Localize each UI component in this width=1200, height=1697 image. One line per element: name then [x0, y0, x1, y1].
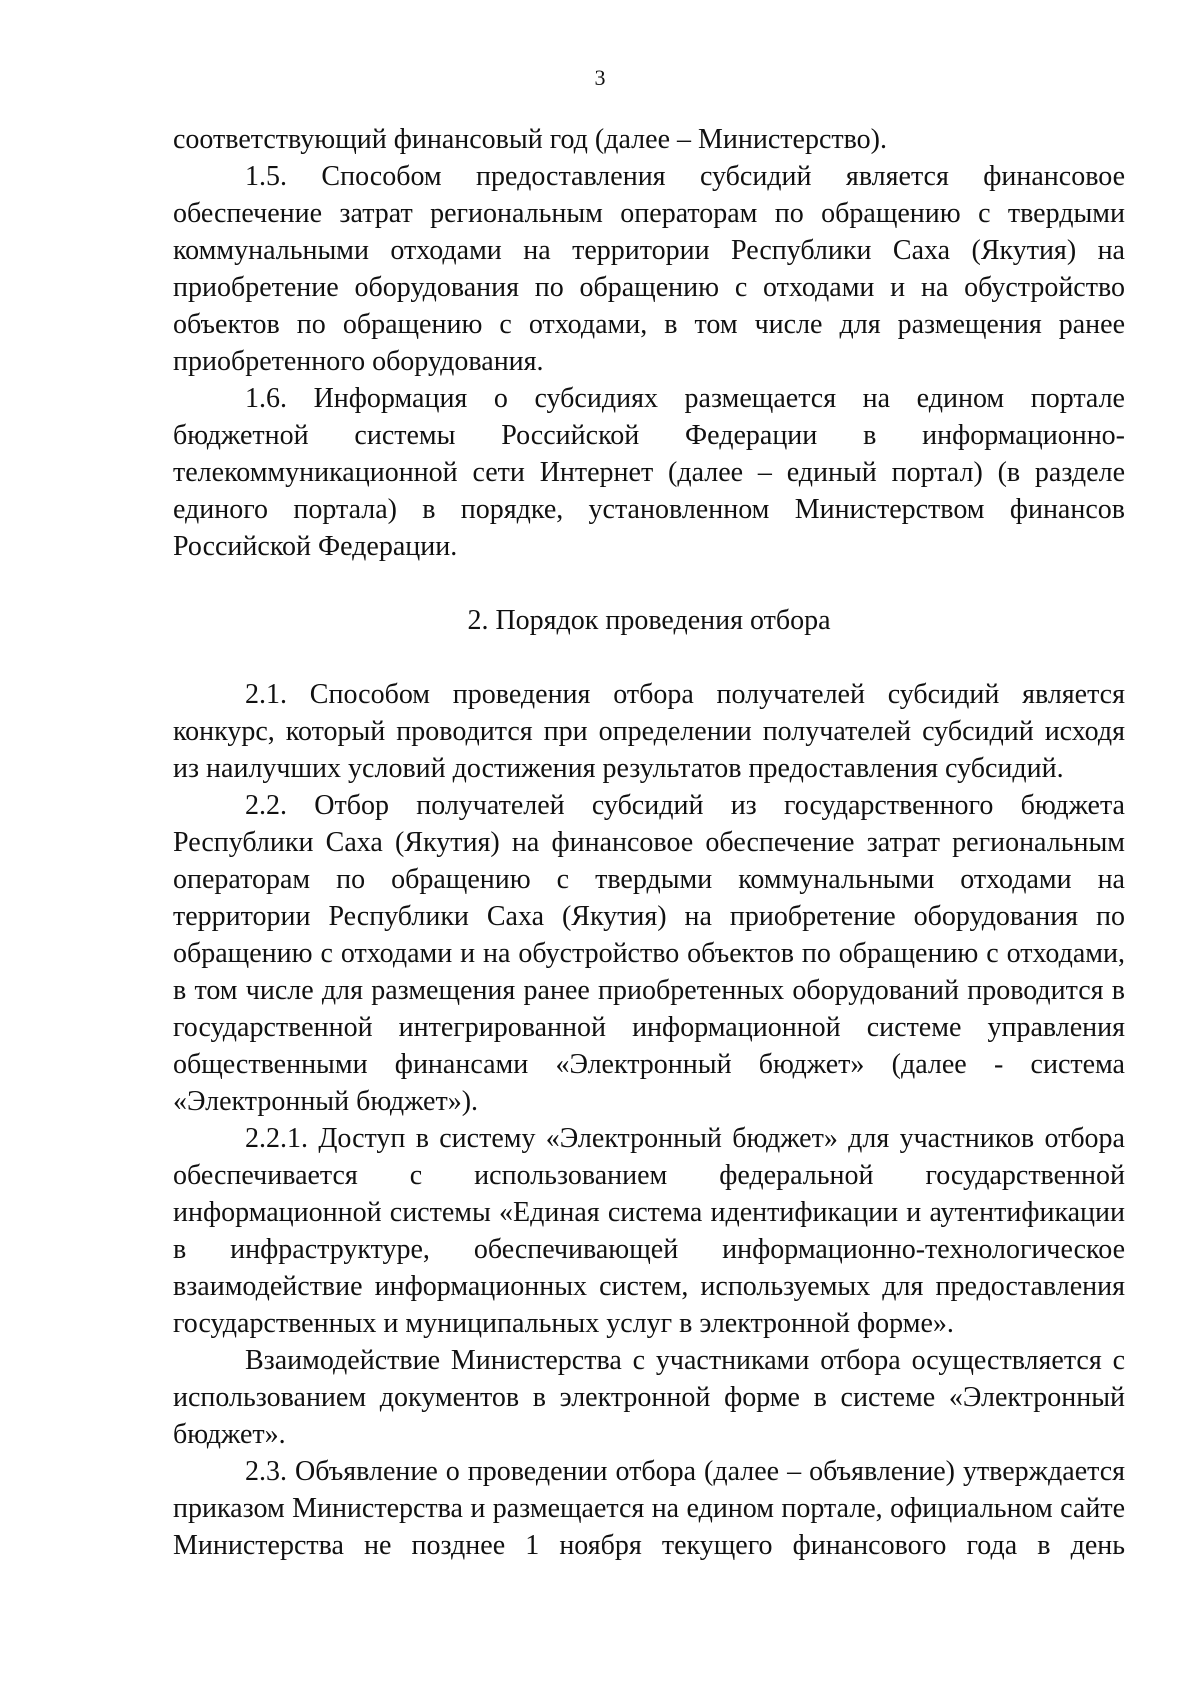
paragraph-continuation: соответствующий финансовый год (далее – Министерство). [173, 124, 887, 155]
paragraph-1-5: 1.5. Способом предоставления субсидий является финансовое обеспечение затрат региональным операторам по обращению с твердыми коммунальными отходами на территории Республики Саха (Якутия) на приобретение оборудования по обращению с отходами и на обустройство объектов по обращению с отходами, в том числе для размещения ранее приобретенного оборудования. [173, 161, 1125, 377]
paragraph-interaction: Взаимодействие Министерства с участниками отбора осуществляется с использованием документов в электронной форме в системе «Электронный бюджет». [173, 1345, 1125, 1450]
page-number: 3 [594, 65, 606, 90]
paragraph-2-2: 2.2. Отбор получателей субсидий из государственного бюджета Республики Саха (Якутия) на финансовое обеспечение затрат региональным операторам по обращению с твердыми коммунальными отходами на территории Республики Саха (Якутия) на приобретение оборудования по обращению с отходами и на обустройство объектов по обращению с отходами, в том числе для размещения ранее приобретенных оборудований проводится в государственной интегрированной информационной системе управления общественными финансами «Электронный бюджет» (далее - система «Электронный бюджет»). [173, 790, 1125, 1117]
paragraph-2-3: 2.3. Объявление о проведении отбора (далее – объявление) утверждается приказом Министерства и размещается на едином портале, официальном сайте Министерства не позднее 1 ноября текущего финансового года в день [173, 1456, 1125, 1561]
paragraph-2-2-1: 2.2.1. Доступ в систему «Электронный бюджет» для участников отбора обеспечивается с использованием федеральной государственной информационной системы «Единая система идентификации и аутентификации в инфраструктуре, обеспечивающей информационно-технологическое взаимодействие информационных систем, используемых для предоставления государственных и муниципальных услуг в электронной форме». [173, 1123, 1125, 1339]
paragraph-2-1: 2.1. Способом проведения отбора получателей субсидий является конкурс, который проводится при определении получателей субсидий исходя из наилучших условий достижения результатов предоставления субсидий. [173, 679, 1125, 784]
section-heading-2: 2. Порядок проведения отбора [467, 605, 831, 636]
paragraph-1-6: 1.6. Информация о субсидиях размещается на едином портале бюджетной системы Российской Федерации в информационно-телекоммуникационной сети Интернет (далее – единый портал) (в разделе единого портала) в порядке, установленном Министерством финансов Российской Федерации. [173, 383, 1125, 562]
document-body [173, 121, 1125, 1564]
